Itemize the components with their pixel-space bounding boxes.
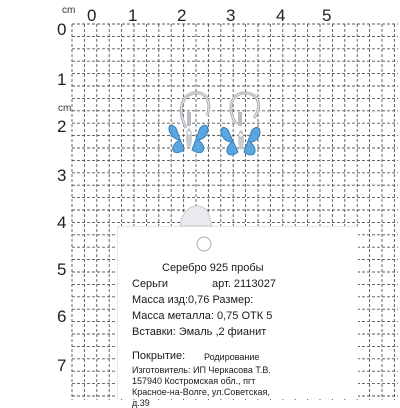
y-number-0: 0 [57, 20, 67, 39]
tag-title: Серебро 925 пробы [162, 262, 264, 274]
tag-address-2: Красное-на-Волге, ул.Советская, [132, 387, 270, 397]
y-number-2: 2 [57, 117, 67, 136]
x-number-2: 2 [177, 6, 187, 25]
tag-address-3: д.39 [132, 398, 150, 408]
tag-coating-label: Покрытие: [132, 350, 186, 362]
y-number-1: 1 [57, 70, 67, 89]
y-number-3: 3 [57, 166, 67, 185]
x-number-1: 1 [128, 6, 138, 25]
tag-maker: Изготовитель: ИП Черкасова Т.В. [132, 365, 271, 375]
tag-type: Серьги [132, 278, 169, 290]
unit-label-top: cm [62, 5, 76, 16]
x-number-4: 4 [276, 6, 286, 25]
unit-label-left: cm [58, 103, 72, 114]
y-number-5: 5 [57, 260, 67, 279]
tag-address-1: 157940 Костромская обл., пгт [132, 376, 256, 386]
x-number-0: 0 [87, 6, 97, 25]
tag-weight: Масса изд:0,76 Размер: [132, 294, 254, 306]
tag-inserts: Вставки: Эмаль ,2 фианит [132, 326, 267, 338]
x-number-3: 3 [226, 6, 236, 25]
tag-coating-value: Родирование [204, 352, 260, 362]
y-number-4: 4 [57, 213, 67, 232]
y-number-7: 7 [57, 356, 67, 375]
tag-metal-mass: Масса металла: 0,75 ОТК 5 [132, 310, 273, 322]
y-number-6: 6 [57, 307, 67, 326]
tag-article: арт. 2113027 [212, 278, 276, 290]
x-number-5: 5 [322, 6, 332, 25]
